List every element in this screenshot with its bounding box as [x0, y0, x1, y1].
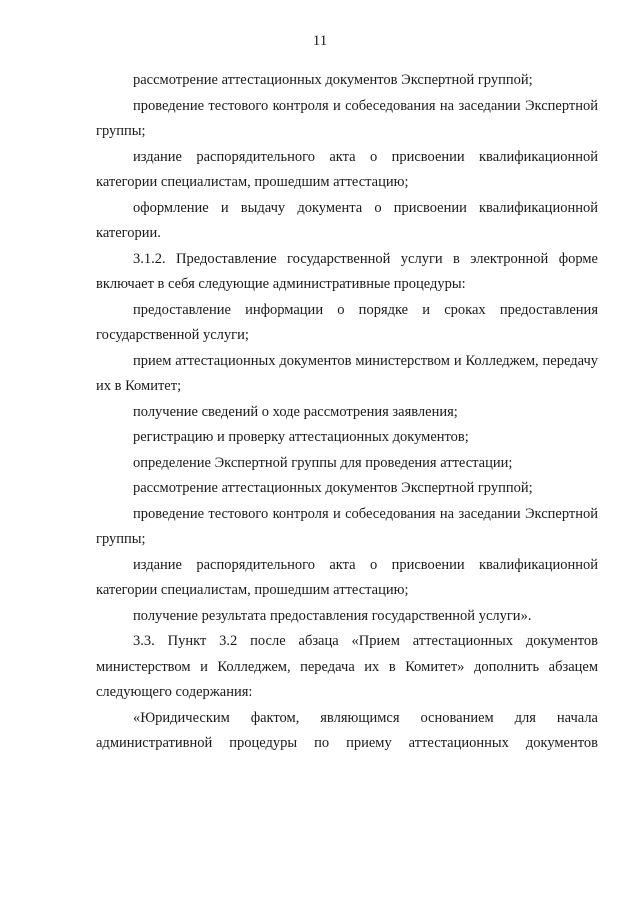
document-body	[96, 68, 598, 757]
paragraph: издание распорядительного акта о присвоении квалификационной категории специалистам, прошедшим аттестацию;	[96, 556, 598, 598]
paragraph: проведение тестового контроля и собеседования на заседании Экспертной группы;	[96, 97, 598, 139]
paragraph: предоставление информации о порядке и сроках предоставления государственной услуги;	[96, 301, 598, 343]
page-number: 11	[312, 33, 328, 49]
paragraph: «Юридическим фактом, являющимся основанием для начала административной процедуры по приему аттестационных документов	[96, 709, 598, 751]
paragraph: проведение тестового контроля и собеседования на заседании Экспертной группы;	[96, 505, 598, 547]
paragraph: 3.3. Пункт 3.2 после абзаца «Прием аттестационных документов министерством и Колледжем, передача их в Комитет» дополнить абзацем следующего содержания:	[96, 633, 598, 700]
paragraph: определение Экспертной группы для проведения аттестации;	[133, 454, 513, 471]
paragraph: получение сведений о ходе рассмотрения заявления;	[133, 403, 458, 420]
paragraph: рассмотрение аттестационных документов Экспертной группой;	[133, 480, 533, 496]
paragraph: регистрацию и проверку аттестационных документов;	[133, 429, 469, 445]
paragraph: 3.1.2. Предоставление государственной услуги в электронной форме включает в себя следующие административные процедуры:	[96, 250, 598, 292]
paragraph: прием аттестационных документов министерством и Колледжем, передачу их в Комитет;	[96, 352, 598, 394]
paragraph: рассмотрение аттестационных документов Экспертной группой;	[133, 72, 533, 88]
paragraph: получение результата предоставления государственной услуги».	[133, 607, 532, 624]
paragraph: оформление и выдачу документа о присвоении квалификационной категории.	[96, 199, 598, 241]
paragraph: издание распорядительного акта о присвоении квалификационной категории специалистам, прошедшим аттестацию;	[96, 148, 598, 190]
